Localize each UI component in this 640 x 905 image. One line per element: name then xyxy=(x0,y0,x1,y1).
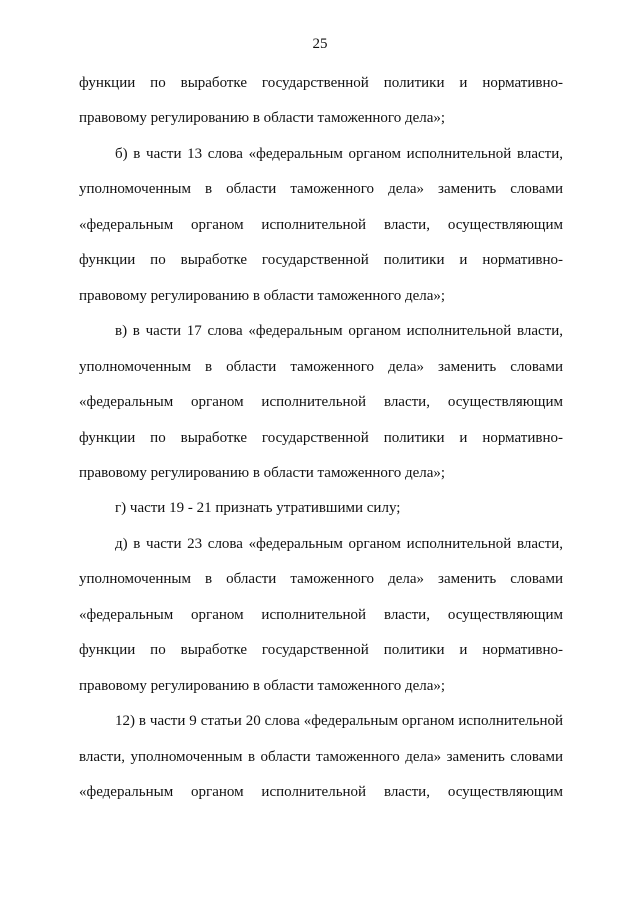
text-line: «федеральным органом исполнительной власти, осуществляющим xyxy=(79,217,563,233)
text-line: в) в части 17 слова «федеральным органом исполнительной власти, xyxy=(115,323,563,339)
text-line: правовому регулированию в области таможенного дела»; xyxy=(79,110,446,126)
page-number: 25 xyxy=(312,36,328,52)
text-line: 12) в части 9 статьи 20 слова «федеральным органом исполнительной xyxy=(115,713,563,729)
text-line: правовому регулированию в области таможенного дела»; xyxy=(79,465,446,481)
text-line: уполномоченным в области таможенного дела» заменить словами xyxy=(79,359,563,375)
text-line: б) в части 13 слова «федеральным органом исполнительной власти, xyxy=(115,146,563,162)
text-line: функции по выработке государственной политики и нормативно- xyxy=(79,430,563,446)
text-line: г) части 19 - 21 признать утратившими силу; xyxy=(115,500,401,516)
text-line: функции по выработке государственной политики и нормативно- xyxy=(79,642,563,658)
text-line: д) в части 23 слова «федеральным органом исполнительной власти, xyxy=(115,536,563,552)
text-line: уполномоченным в области таможенного дела» заменить словами xyxy=(79,571,563,587)
text-line: «федеральным органом исполнительной власти, осуществляющим xyxy=(79,394,563,410)
text-line: функции по выработке государственной политики и нормативно- xyxy=(79,75,563,91)
text-line: функции по выработке государственной политики и нормативно- xyxy=(79,252,563,268)
text-line: «федеральным органом исполнительной власти, осуществляющим xyxy=(79,607,563,623)
text-line: «федеральным органом исполнительной власти, осуществляющим xyxy=(79,784,563,800)
text-line: уполномоченным в области таможенного дела» заменить словами xyxy=(79,181,563,197)
text-line: правовому регулированию в области таможенного дела»; xyxy=(79,288,446,304)
text-line: правовому регулированию в области таможенного дела»; xyxy=(79,678,446,694)
text-line: власти, уполномоченным в области таможенного дела» заменить словами xyxy=(79,749,563,765)
